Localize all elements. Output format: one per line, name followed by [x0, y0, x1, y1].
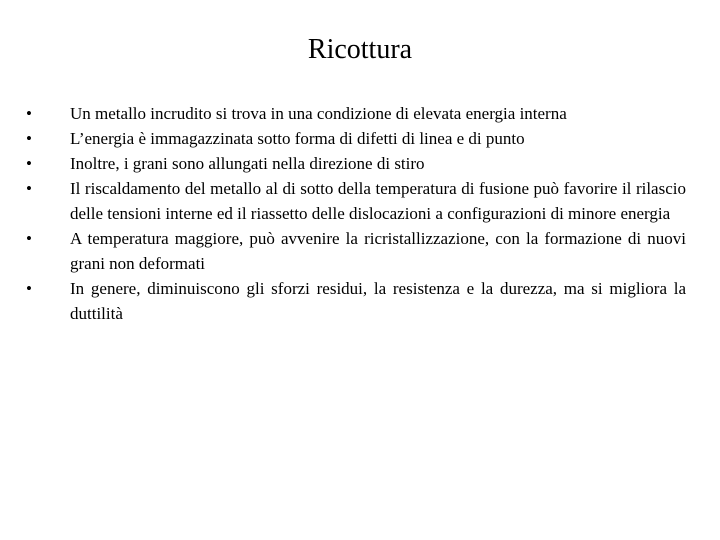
bullet-item: [26, 176, 686, 226]
bullet-dot-icon: •: [26, 279, 32, 298]
bullet-item: [26, 101, 686, 126]
bullet-text: A temperatura maggiore, può avvenire la ricristallizzazione, con la formazione di nuovi grani non deformati: [70, 229, 686, 273]
bullet-text: In genere, diminuiscono gli sforzi residui, la resistenza e la durezza, ma si migliora la duttilità: [70, 279, 686, 323]
bullet-dot-icon: •: [26, 154, 32, 173]
bullet-item: [26, 126, 686, 151]
bullet-item: [26, 226, 686, 276]
bullet-list: [26, 101, 686, 326]
slide-title: Ricottura: [307, 34, 413, 65]
bullet-text: Il riscaldamento del metallo al di sotto della temperatura di fusione può favorire il rilascio delle tensioni interne ed il riassetto delle dislocazioni a configurazioni di minore energia: [70, 179, 686, 223]
bullet-dot-icon: •: [26, 104, 32, 123]
bullet-dot-icon: •: [26, 129, 32, 148]
bullet-text: Un metallo incrudito si trova in una condizione di elevata energia interna: [70, 104, 567, 123]
bullet-item: [26, 151, 686, 176]
bullet-text: L’energia è immagazzinata sotto forma di difetti di linea e di punto: [70, 129, 525, 148]
bullet-dot-icon: •: [26, 179, 32, 198]
bullet-item: [26, 276, 686, 326]
bullet-dot-icon: •: [26, 229, 32, 248]
bullet-text: Inoltre, i grani sono allungati nella direzione di stiro: [70, 154, 425, 173]
